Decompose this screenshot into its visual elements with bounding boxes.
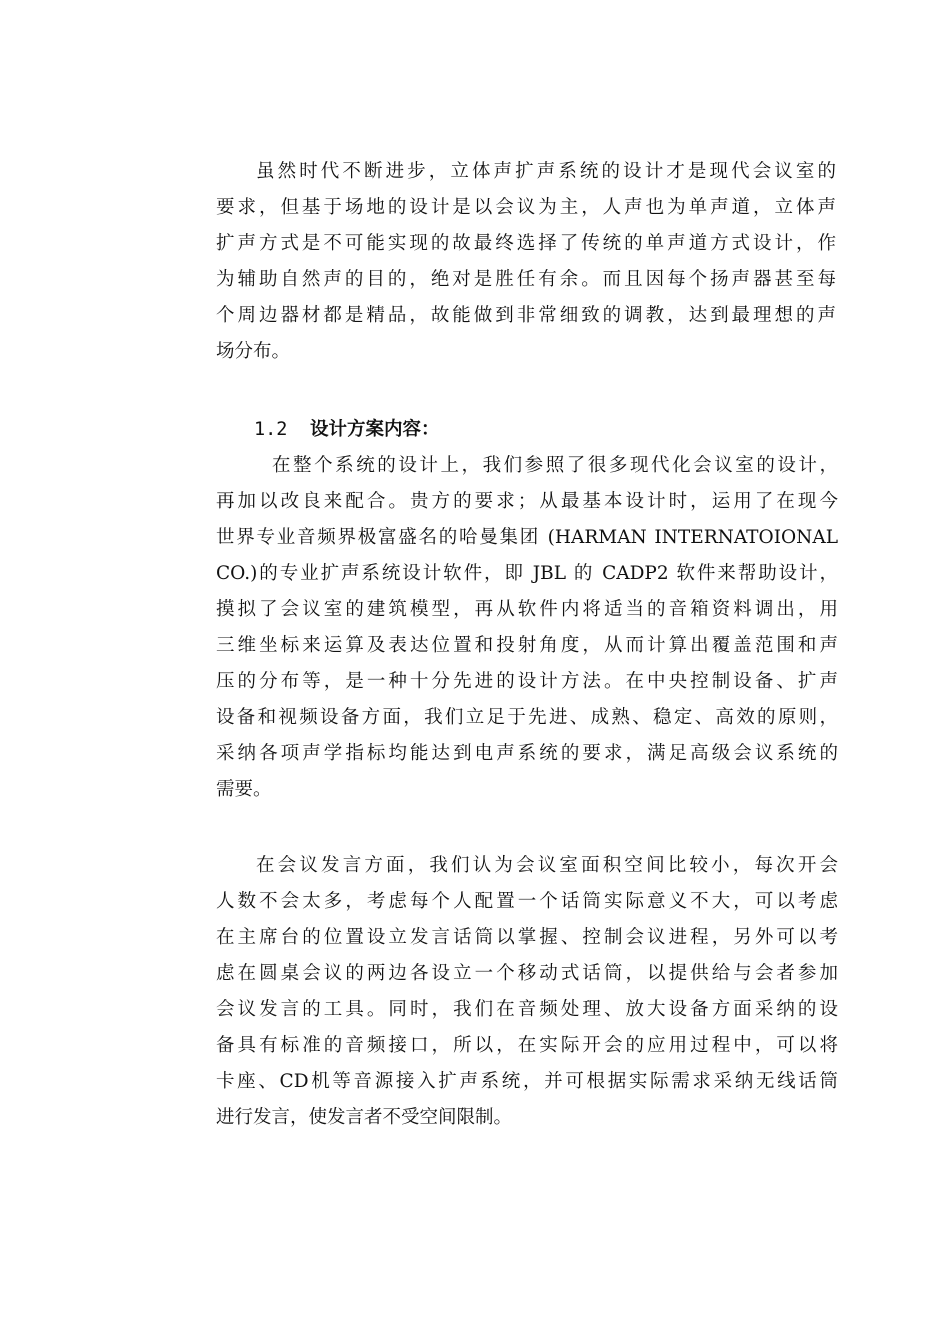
paragraph-line: 世界专业音频界极富盛名的哈曼集团 (HARMAN INTERNATOIONAL	[216, 527, 838, 548]
paragraph-line: 进行发言，使发言者不受空间限制。	[216, 1107, 513, 1128]
paragraph-line: 会议发言的工具。同时，我们在音频处理、放大设备方面采纳的设	[216, 999, 838, 1020]
paragraph-line: 场分布。	[216, 341, 291, 362]
paragraph-line: 虽然时代不断进步，立体声扩声系统的设计才是现代会议室的	[256, 161, 836, 182]
section-number: 1.2	[254, 419, 288, 440]
paragraph-line: 扩声方式是不可能实现的故最终选择了传统的单声道方式设计，作	[216, 233, 836, 254]
paragraph-line: 设备和视频设备方面，我们立足于先进、成熟、稳定、高效的原则，	[216, 707, 838, 728]
paragraph-line: 需要。	[216, 779, 272, 800]
paragraph-line: 在整个系统的设计上，我们参照了很多现代化会议室的设计，	[272, 455, 838, 476]
paragraph-line: 摸拟了会议室的建筑模型，再从软件内将适当的音箱资料调出，用	[216, 599, 838, 620]
paragraph-line: 在主席台的位置设立发言话筒以掌握、控制会议进程，另外可以考	[216, 927, 838, 948]
paragraph-speech	[216, 848, 838, 1136]
paragraph-line: 备具有标准的音频接口，所以，在实际开会的应用过程中，可以将	[216, 1035, 838, 1056]
paragraph-line: 采纳各项声学指标均能达到电声系统的要求，满足高级会议系统的	[216, 743, 838, 764]
paragraph-line: 再加以改良来配合。贵方的要求；从最基本设计时，运用了在现今	[216, 491, 838, 512]
paragraph-line: CO.)的专业扩声系统设计软件，即 JBL 的 CADP2 软件来帮助设计，	[216, 563, 838, 584]
paragraph-line: 压的分布等，是一种十分先进的设计方法。在中央控制设备、扩声	[216, 671, 838, 692]
paragraph-line: 人数不会太多，考虑每个人配置一个话筒实际意义不大，可以考虑	[216, 891, 838, 912]
paragraph-line: 三维坐标来运算及表达位置和投射角度，从而计算出覆盖范围和声	[216, 635, 838, 656]
paragraph-line: 为辅助自然声的目的，绝对是胜任有余。而且因每个扬声器甚至每	[216, 269, 836, 290]
paragraph-intro	[216, 154, 836, 370]
section-heading	[254, 412, 440, 448]
paragraph-line: 卡座、CD机等音源接入扩声系统，并可根据实际需求采纳无线话筒	[216, 1071, 838, 1092]
paragraph-line: 在会议发言方面，我们认为会议室面积空间比较小，每次开会	[256, 855, 838, 876]
paragraph-line: 个周边器材都是精品，故能做到非常细致的调教，达到最理想的声	[216, 305, 836, 326]
paragraph-design	[216, 448, 838, 808]
paragraph-line: 要求，但基于场地的设计是以会议为主，人声也为单声道，立体声	[216, 197, 836, 218]
section-title: 设计方案内容：	[310, 419, 440, 440]
paragraph-line: 虑在圆桌会议的两边各设立一个移动式话筒，以提供给与会者参加	[216, 963, 838, 984]
